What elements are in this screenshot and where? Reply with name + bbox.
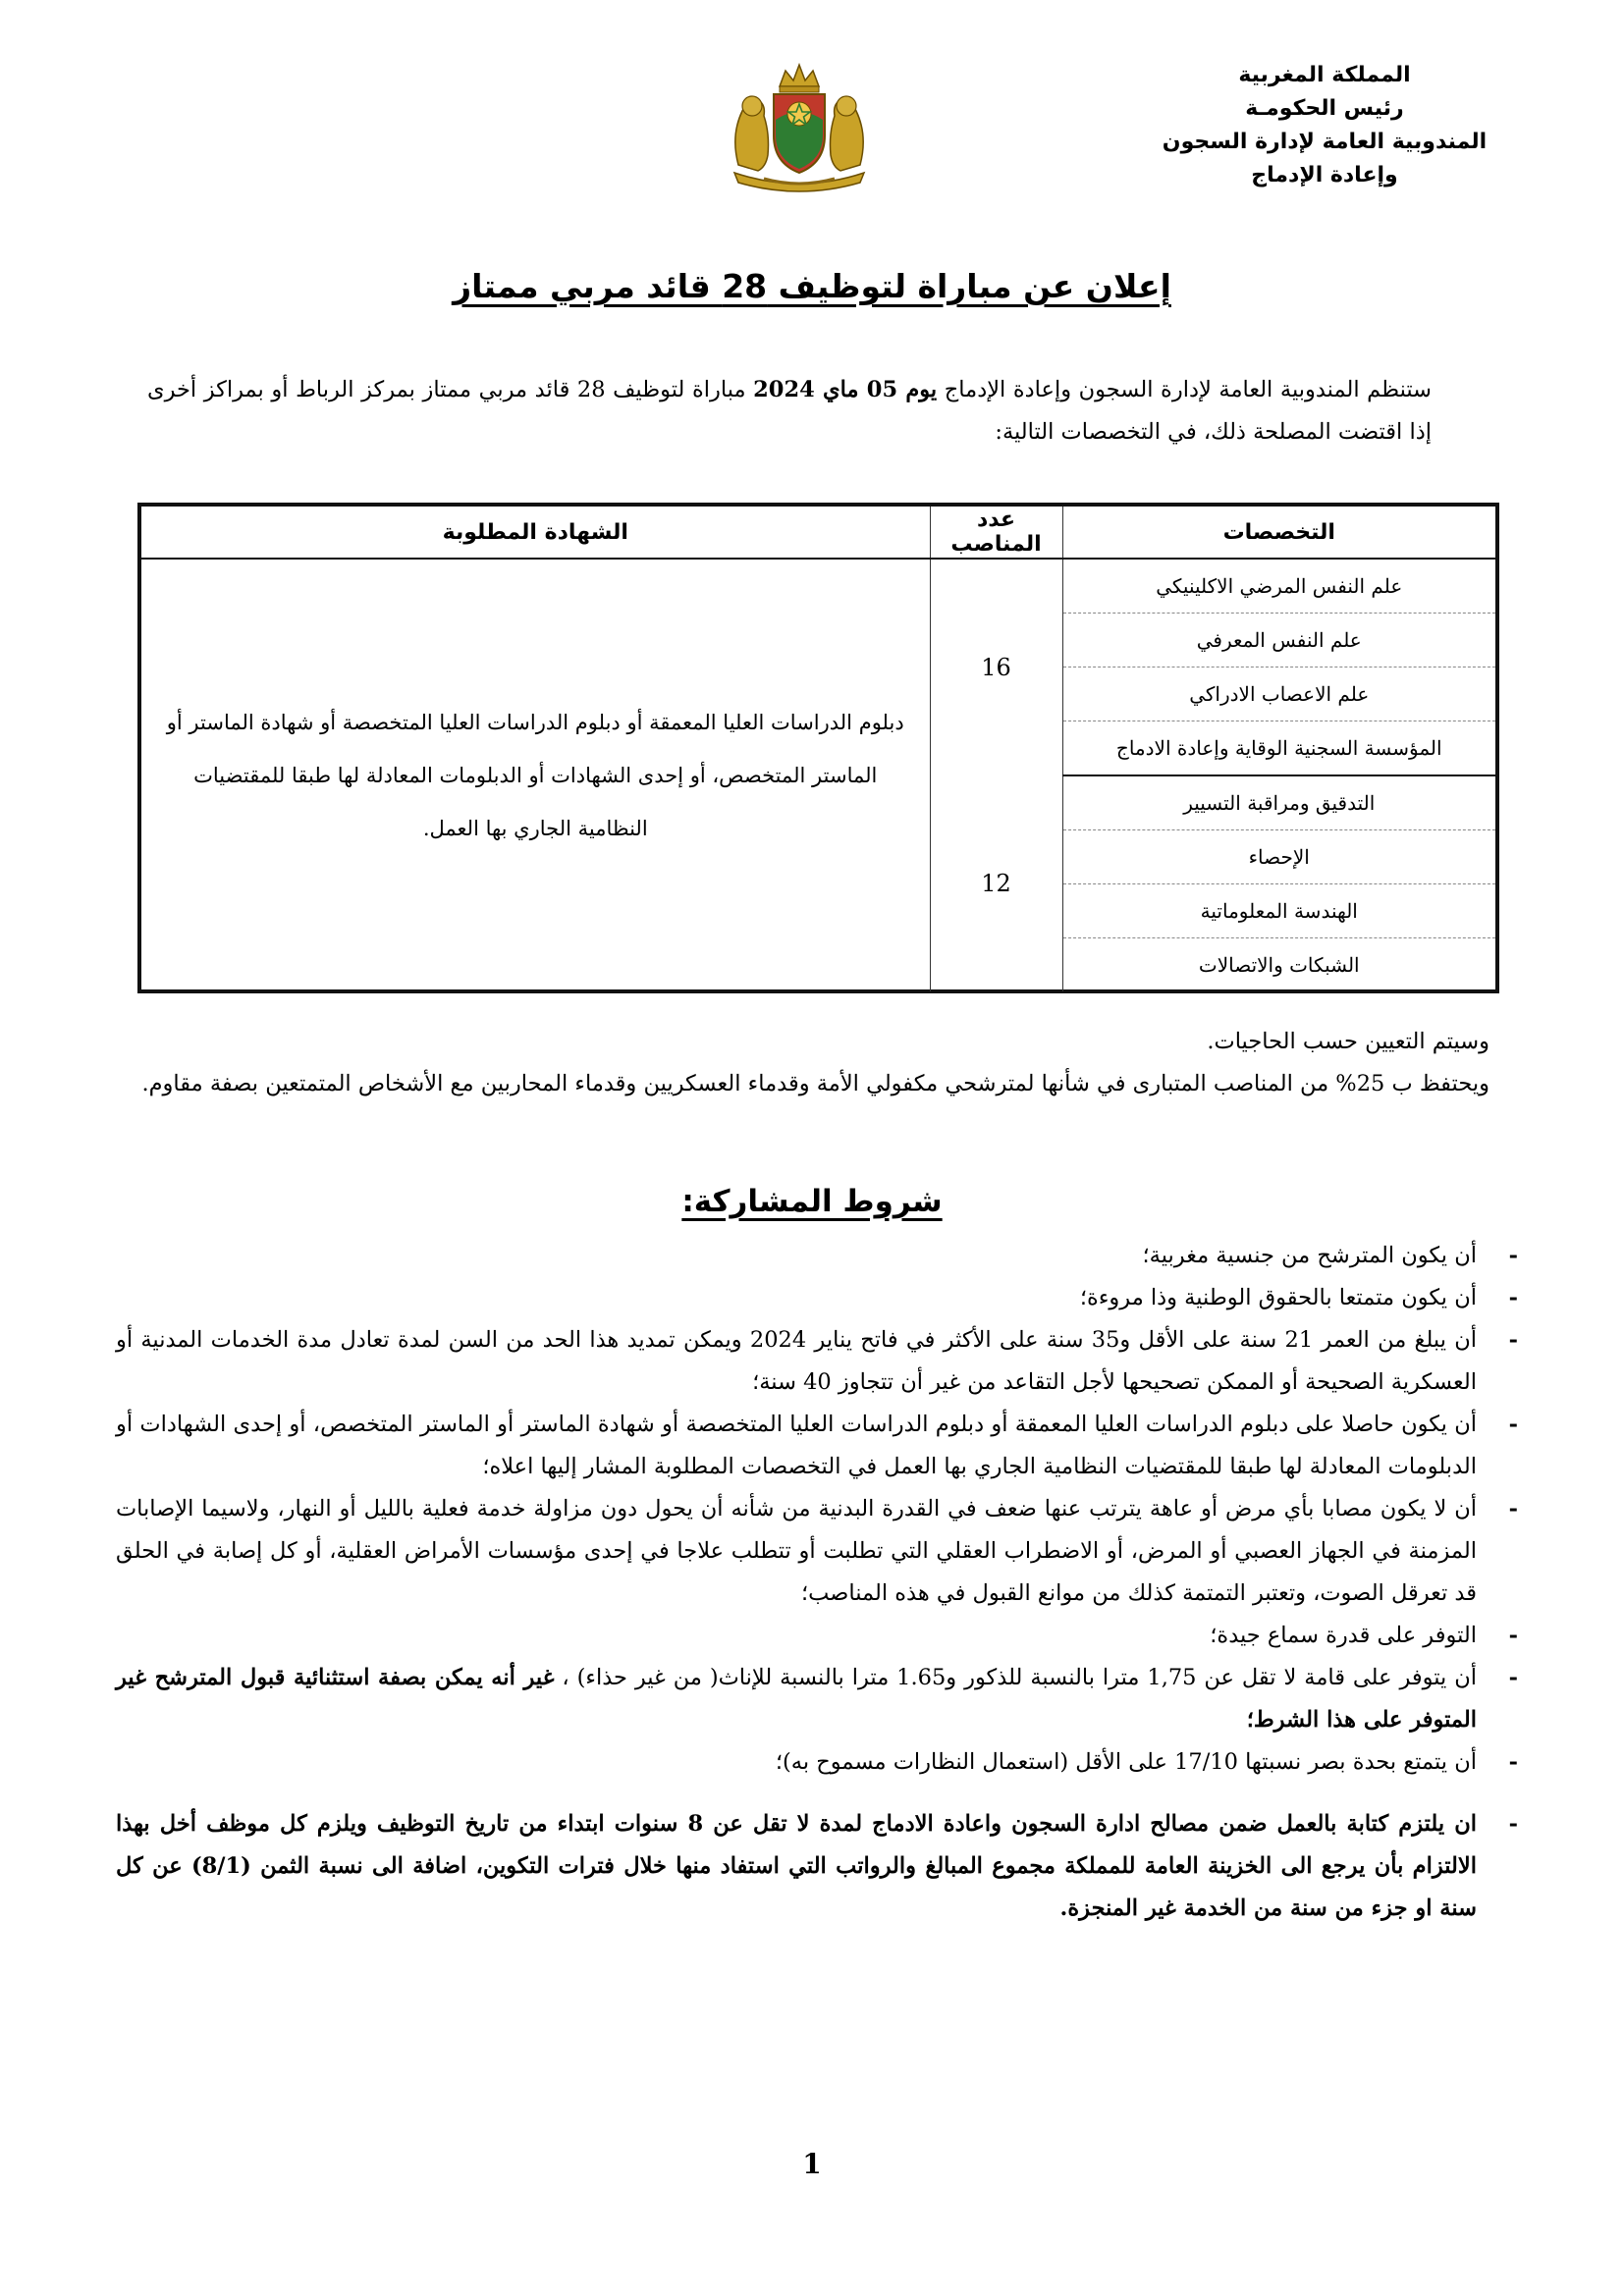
exam-date: يوم 05 ماي 2024 xyxy=(753,377,938,402)
specialty-cell: الإحصاء xyxy=(1062,830,1495,884)
list-item: - أن يكون متمتعا بالحقوق الوطنية وذا مروءة؛ xyxy=(116,1277,1518,1319)
list-item: - أن يكون حاصلا على دبلوم الدراسات العليا المعمقة أو دبلوم الدراسات العليا المتخصصة أو شهادة الماستر أو الماستر المتخصص، أو إحدى الشهادات أو الدبلومات المعادلة لها طبقا للمقتضيات النظامية الجاري بها العمل في التخصصات المطلوبة المشار إليها اعلاه؛ xyxy=(116,1404,1518,1488)
header-certificate: الشهادة المطلوبة xyxy=(141,507,930,559)
positions-count-group-2: 12 xyxy=(930,775,1062,991)
table-header-row xyxy=(141,507,1495,559)
conditions-title: شروط المشاركة: xyxy=(681,1184,943,1219)
list-item: - التوفر على قدرة سماع جيدة؛ xyxy=(116,1615,1518,1657)
list-item: - أن يتمتع بحدة بصر نسبتها 17/10 على الأقل (استعمال النظارات مسموح به)؛ xyxy=(116,1741,1518,1784)
page-number: 1 xyxy=(802,2148,822,2180)
table-row xyxy=(141,559,1495,614)
specialty-cell: علم النفس المرضي الاكلينيكي xyxy=(1062,559,1495,614)
height-exception: غير أنه يمكن بصفة استثنائية قبول المترشح غير المتوفر على هذا الشرط؛ xyxy=(116,1665,1477,1733)
list-item: - أن لا يكون مصابا بأي مرض أو عاهة يترتب عنها ضعف في القدرة البدنية من شأنه أن يحول دون مزاولة خدمة فعلية بالليل أو النهار، ولاسيما الإصابات المزمنة في الجهاز العصبي أو المرض، أو الاضطراب العقلي التي تطلبت أو تتطلب علاجا في إحدى مؤسسات الأمراض العقلية، أو كل إصابة في الحلق قد تعرقل الصوت، وتعتبر التمتمة كذلك من موانع القبول في هذه المناصب؛ xyxy=(116,1488,1518,1615)
height-requirement: أن يتوفر على قامة لا تقل عن 1,75 مترا بالنسبة للذكور و1.65 مترا بالنسبة للإناث( من غير حذاء) ، xyxy=(554,1665,1478,1690)
positions-count-group-1: 16 xyxy=(930,559,1062,775)
specialty-cell: علم النفس المعرفي xyxy=(1062,614,1495,667)
specialty-cell: الشبكات والاتصالات xyxy=(1198,953,1360,977)
intro-paragraph xyxy=(147,369,1432,454)
intro-part-2: مباراة لتوظيف 28 قائد مربي ممتاز بمركز الرباط أو بمراكز أخرى إذا اقتضت المصلحة ذلك، في التخصصات التالية: xyxy=(147,377,1432,445)
specialty-cell: المؤسسة السجنية الوقاية وإعادة الادماج xyxy=(1062,721,1495,776)
header-line-delegation: المندوبية العامة لإدارة السجون xyxy=(1162,130,1488,154)
specialty-cell: التدقيق ومراقبة التسيير xyxy=(1062,775,1495,830)
required-certificate: دبلوم الدراسات العليا المعمقة أو دبلوم الدراسات العليا المتخصصة أو شهادة الماستر أو الماستر المتخصص، أو إحدى الشهادات أو الدبلومات المعادلة لها طبقا للمقتضيات النظامية الجاري بها العمل. xyxy=(141,559,930,991)
header-specialties: التخصصات xyxy=(1062,507,1495,559)
specialty-cell: الهندسة المعلوماتية xyxy=(1062,884,1495,938)
list-item: - ان يلتزم كتابة بالعمل ضمن مصالح ادارة السجون واعادة الادماج لمدة لا تقل عن 8 سنوات ابتداء من تاريخ التوظيف ويلزم كل موظف أخل بهذا الالتزام بأن يرجع الى الخزينة العامة للمملكة مجموع المبالغ والرواتب التي استفاد منها خلال فترات التكوين، اضافة الى نسبة الثمن (8/1) عن كل سنة او جزء من سنة من الخدمة غير المنجزة. xyxy=(116,1803,1518,1930)
quota-note: ويحتفظ ب 25% من المناصب المتبارى في شأنها لمترشحي مكفولي الأمة وقدماء العسكريين وقدماء المحاربين مع الأشخاص المتمتعين بصفة مقاوم. xyxy=(141,1071,1489,1096)
intro-part-1: ستنظم المندوبية العامة لإدارة السجون وإعادة الإدماج xyxy=(937,377,1433,402)
conditions-list xyxy=(116,1235,1518,1930)
coat-of-arms-emblem xyxy=(725,57,874,194)
list-item: - أن يبلغ من العمر 21 سنة على الأقل و35 سنة على الأكثر في فاتح يناير 2024 ويمكن تمديد هذا الحد من السن لمدة تعادل مدة الخدمات المدنية أو العسكرية الصحيحة أو الممكن تصحيحها لأجل التقاعد من غير أن تتجاوز 40 سنة؛ xyxy=(116,1319,1518,1404)
header-positions: عدد المناصب xyxy=(930,507,1062,559)
list-item: - أن يكون المترشح من جنسية مغربية؛ xyxy=(116,1235,1518,1277)
header-line-kingdom: المملكة المغربية xyxy=(1238,63,1411,87)
header-line-government: رئيس الحكومـة xyxy=(1245,96,1404,121)
positions-table xyxy=(137,503,1499,993)
notes-block xyxy=(137,1021,1489,1105)
issuer-header xyxy=(1118,59,1531,192)
specialty-cell: علم الاعصاب الادراكي xyxy=(1062,667,1495,721)
list-item xyxy=(116,1657,1518,1741)
appointment-note: وسيتم التعيين حسب الحاجيات. xyxy=(1207,1029,1489,1054)
announcement-title: إعلان عن مباراة لتوظيف 28 قائد مربي ممتاز xyxy=(453,267,1171,305)
header-line-reintegration: وإعادة الإدماج xyxy=(1251,163,1398,187)
